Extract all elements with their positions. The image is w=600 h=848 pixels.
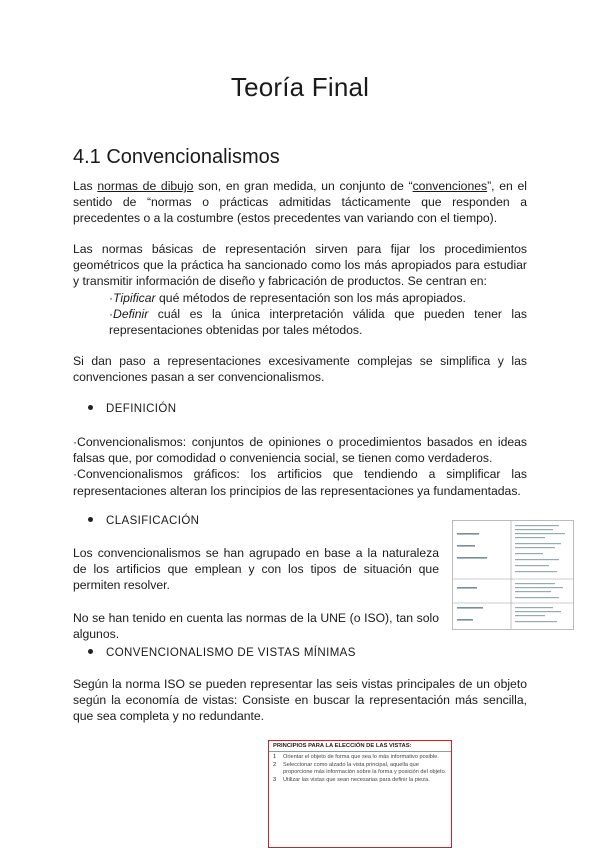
principles-box [268,740,452,848]
link-convenciones[interactable]: convenciones [412,179,488,193]
paragraph-simplifica: Si dan paso a representaciones excesivamente complejas se simplifica y las convenciones pasan a ser convencionalismos. [73,354,527,385]
paragraph-normas-basicas: Las normas básicas de representación sirven para fijar los procedimientos geométricos que la práctica ha sancionado como los más apropiados para estudiar y transmitir información de diseño y fabricación de productos. Se centran en: ·Tipificar qué métodos de representación son los más apropiados. ·Definir cuál es la única interpretación válida que pueden tener las representaciones obtenidas por tales métodos. [73,242,527,338]
section-heading: 4.1 Convencionalismos [73,146,280,168]
definition-graficos: ·Convencionalismos gráficos: los artificios que tendiendo a simplificar las representaciones alteran los principios de las representaciones ya fundamentadas. [73,467,527,498]
paragraph-normas: Las normas de dibujo son, en gran medida, un conjunto de “convenciones”, en el sentido de “normas o prácticas admitidas tácticamente que responden a precedentes o a la costumbre (estos precedentes van variando con el tiempo). [73,179,527,226]
bullet-dot-icon [88,649,93,654]
bullet-dot-icon [88,517,93,522]
classification-table-image [452,520,574,630]
bullet-dot-icon [88,405,93,410]
principles-title: PRINCIPIOS PARA LA ELECCIÓN DE LAS VISTAS: [269,741,451,752]
link-normas-de-dibujo[interactable]: normas de dibujo [97,179,194,193]
definition-block [73,434,527,499]
bullet-vistas-minimas: CONVENCIONALISMO DE VISTAS MÍNIMAS [88,647,356,659]
principle-item: 2 Seleccionar como alzado la vista principal, aquella que proporcione más información sobre la forma y posición del objeto. [273,762,447,775]
definition-convencionalismos: ·Convencionalismos: conjuntos de opiniones o procedimientos basados en ideas falsas que, por comodidad o conveniencia social, se tienen como verdaderos. [73,435,527,466]
list-item-tipificar: ·Tipificar qué métodos de representación son los más apropiados. [109,290,466,305]
principle-item: 1 Orientar el objeto de forma que sea lo más informativo posible. [273,753,439,760]
principle-item: 3 Utilizar las vistas que sean necesarias para definir la pieza. [273,777,430,784]
paragraph-vistas: Según la norma ISO se pueden representar las seis vistas principales de un objeto según la economía de vistas: Consiste en buscar la representación más sencilla, que sea completa y no redundante. [73,677,527,724]
paragraph-clasificacion: Los convencionalismos se han agrupado en base a la naturaleza de los artificios que emplean y con los tipos de situación que permiten resolver. [73,546,439,593]
page-title: Teoría Final [230,72,370,102]
bullet-clasificacion: CLASIFICACIÓN [88,515,199,527]
bullet-definicion: DEFINICIÓN [88,403,176,415]
paragraph-une-iso: No se han tenido en cuenta las normas de la UNE (o ISO), tan solo algunos. [73,611,439,642]
list-item-definir: ·Definir cuál es la única interpretación válida que pueden tener las representaciones obtenidas por tales métodos. [109,306,527,338]
